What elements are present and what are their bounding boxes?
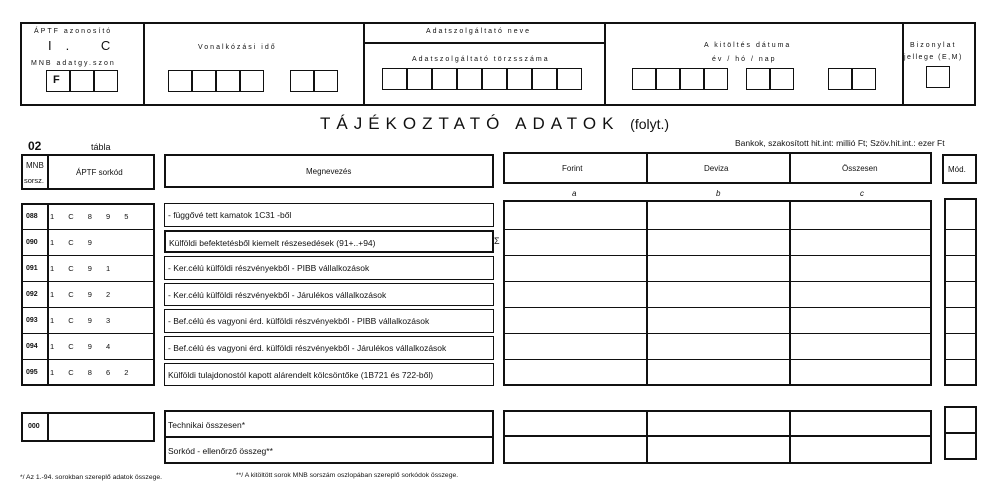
- row-osszesen-cell[interactable]: [791, 282, 930, 306]
- check-forint-cell[interactable]: [505, 438, 646, 462]
- totals-name-divider: [164, 436, 494, 438]
- report-type-value: jellege (E,M): [904, 54, 963, 61]
- row-forint-cell[interactable]: [505, 256, 646, 280]
- reg-box-1[interactable]: [382, 68, 407, 90]
- aptf-label: ÁPTF azonosító: [34, 28, 113, 35]
- row-line-id: [21, 281, 155, 282]
- row-deviza-cell[interactable]: [648, 204, 789, 228]
- row-forint-cell[interactable]: [505, 230, 646, 254]
- mod-header-label: Mód.: [948, 165, 966, 174]
- osszesen-header: Összesen: [842, 164, 878, 173]
- row-mod-cell[interactable]: [946, 334, 975, 358]
- row-forint-cell[interactable]: [505, 334, 646, 358]
- mnb-value: F: [53, 74, 60, 86]
- aptf-code: I. C: [48, 38, 125, 53]
- col-b-letter: b: [716, 189, 721, 198]
- row-mod-cell[interactable]: [946, 282, 975, 306]
- row-mod-cell[interactable]: [946, 230, 975, 254]
- barcode-box-5[interactable]: [290, 70, 314, 92]
- mnb-header: [21, 154, 49, 190]
- row-mnb-no: 095: [26, 369, 38, 376]
- row-name-text: - függővé tett kamatok 1C31 -ből: [168, 210, 292, 220]
- mnb-box-3[interactable]: [94, 70, 118, 92]
- page-title: [320, 114, 669, 134]
- totals-id-divider: [47, 412, 49, 442]
- year-box-4[interactable]: [704, 68, 728, 90]
- row-osszesen-cell[interactable]: [791, 334, 930, 358]
- totals-no: 000: [28, 423, 40, 430]
- aptf-header-label: ÁPTF sorkód: [76, 168, 123, 177]
- tech-osszesen-cell[interactable]: [791, 412, 930, 435]
- row-osszesen-cell[interactable]: [791, 360, 930, 384]
- reg-box-6[interactable]: [507, 68, 532, 90]
- row-deviza-cell[interactable]: [648, 360, 789, 384]
- row-name-cell: [164, 336, 494, 360]
- barcode-box-2[interactable]: [192, 70, 216, 92]
- barcode-box-4[interactable]: [240, 70, 264, 92]
- row-forint-cell[interactable]: [505, 282, 646, 306]
- row-line-id: [21, 229, 155, 230]
- row-mnb-no: 090: [26, 239, 38, 246]
- table-word: tábla: [91, 142, 111, 152]
- row-mnb-no: 094: [26, 343, 38, 350]
- row-name-text: - Ker.célú külföldi részvényekből - PIBB vállalkozások: [168, 263, 370, 274]
- row-deviza-cell[interactable]: [648, 282, 789, 306]
- check-sum-label: Sorkód - ellenőrző összeg**: [168, 446, 273, 456]
- check-deviza-cell[interactable]: [648, 438, 789, 462]
- mnb-header-label: MNB: [26, 161, 44, 170]
- row-forint-cell[interactable]: [505, 360, 646, 384]
- row-line-id: [21, 255, 155, 256]
- row-line-id: [21, 359, 155, 360]
- tech-forint-cell[interactable]: [505, 412, 646, 435]
- header-divider-3: [604, 22, 606, 106]
- row-name-cell: [164, 203, 494, 227]
- row-aptf-code: 1 C 9 1: [50, 264, 117, 273]
- row-mod-cell[interactable]: [946, 204, 975, 228]
- deviza-header: Deviza: [704, 164, 729, 173]
- row-deviza-cell[interactable]: [648, 256, 789, 280]
- mnb-box-2[interactable]: [70, 70, 94, 92]
- row-mod-cell[interactable]: [946, 360, 975, 384]
- barcode-box-1[interactable]: [168, 70, 192, 92]
- day-box-2[interactable]: [852, 68, 876, 90]
- date-format: év / hó / nap: [712, 56, 777, 63]
- year-box-1[interactable]: [632, 68, 656, 90]
- name-header: [164, 154, 494, 188]
- tech-deviza-cell[interactable]: [648, 412, 789, 435]
- month-box-2[interactable]: [770, 68, 794, 90]
- table-number: 02: [28, 139, 42, 153]
- row-aptf-code: 1 C 9 4: [50, 342, 117, 351]
- units-note: Bankok, szakosított hit.int: millió Ft; Szöv.hit.int.: ezer Ft: [735, 138, 945, 148]
- barcode-box-3[interactable]: [216, 70, 240, 92]
- row-aptf-code: 1 C 8 6 2: [50, 368, 135, 377]
- totals-id-block: [21, 412, 155, 442]
- row-name-cell: [164, 230, 494, 254]
- row-mod-cell[interactable]: [946, 256, 975, 280]
- year-box-3[interactable]: [680, 68, 704, 90]
- footnote-1: */ Az 1.-94. sorokban szereplő adatok összege.: [20, 474, 163, 481]
- row-name-cell: [164, 283, 494, 307]
- row-deviza-cell[interactable]: [648, 334, 789, 358]
- tech-total-label: Technikai összesen*: [168, 420, 246, 430]
- row-forint-cell[interactable]: [505, 308, 646, 332]
- reg-box-4[interactable]: [457, 68, 482, 90]
- row-mod-cell[interactable]: [946, 308, 975, 332]
- row-mnb-no: 088: [26, 213, 38, 220]
- row-mnb-no: 091: [26, 265, 38, 272]
- row-name-text: Külföldi befektetésből kiemelt részesedések (91+..+94): [169, 237, 376, 248]
- row-osszesen-cell[interactable]: [791, 256, 930, 280]
- row-name-text: - Bef.célú és vagyoni érd. külföldi részvényekből - Járulékos vállalkozások: [168, 343, 447, 353]
- row-name-text: - Ker.célú külföldi részvényekből - Járulékos vállalkozások: [168, 289, 387, 300]
- row-aptf-code: 1 C 9 2: [50, 290, 117, 299]
- month-box-1[interactable]: [746, 68, 770, 90]
- year-box-2[interactable]: [656, 68, 680, 90]
- row-mnb-no: 092: [26, 291, 38, 298]
- mod-header: [942, 154, 977, 184]
- check-osszesen-cell[interactable]: [791, 438, 930, 462]
- barcode-box-6[interactable]: [314, 70, 338, 92]
- col-c-letter: c: [860, 189, 864, 198]
- reg-box-3[interactable]: [432, 68, 457, 90]
- mnb-header-sub: sorsz.: [24, 176, 45, 185]
- report-type-box[interactable]: [926, 66, 950, 88]
- row-osszesen-cell[interactable]: [791, 204, 930, 228]
- row-name-cell: [164, 363, 494, 387]
- row-name-text: - Bef.célú és vagyoni érd. külföldi részvényekből - PIBB vállalkozások: [168, 316, 430, 327]
- provider-divider: [363, 42, 604, 44]
- row-mnb-no: 093: [26, 317, 38, 324]
- reg-box-8[interactable]: [557, 68, 582, 90]
- row-aptf-code: 1 C 9 3: [50, 316, 117, 325]
- row-line-id: [21, 333, 155, 334]
- name-header-label: Megnevezés: [306, 167, 352, 176]
- totals-values-divider: [503, 435, 932, 437]
- mnb-box[interactable]: [46, 70, 70, 92]
- report-type-label: Bizonylat: [910, 42, 957, 49]
- row-deviza-cell[interactable]: [648, 308, 789, 332]
- barcode-label: Vonalkózási idő: [198, 44, 277, 51]
- row-name-cell: [164, 309, 494, 333]
- reg-box-5[interactable]: [482, 68, 507, 90]
- header-divider-1: [143, 22, 145, 106]
- header-divider-4: [902, 22, 904, 106]
- mnb-label: MNB adatgy.szon: [31, 60, 116, 67]
- row-deviza-cell[interactable]: [648, 230, 789, 254]
- row-name-text: Külföldi tulajdonostól kapott alárendelt kölcsöntőke (1B721 és 722-ből): [168, 369, 434, 380]
- row-aptf-code: 1 C 9: [50, 238, 98, 247]
- sigma-mark: Σ: [494, 236, 500, 246]
- header-divider-2: [363, 22, 365, 106]
- provider-reg-label: Adatszolgáltató törzsszáma: [412, 56, 550, 63]
- provider-name-label: Adatszolgáltató neve: [426, 28, 531, 35]
- row-line-id: [21, 307, 155, 308]
- values-header-div1: [646, 152, 648, 184]
- reg-box-7[interactable]: [532, 68, 557, 90]
- row-aptf-code: 1 C 8 9 5: [50, 212, 135, 221]
- row-osszesen-cell[interactable]: [791, 230, 930, 254]
- fill-date-label: A kitöltés dátuma: [704, 42, 792, 49]
- reg-box-2[interactable]: [407, 68, 432, 90]
- row-name-cell: [164, 256, 494, 280]
- row-forint-cell[interactable]: [505, 204, 646, 228]
- forint-header: Forint: [562, 164, 583, 173]
- page-title-suffix: (folyt.): [630, 116, 670, 132]
- col-a-letter: a: [572, 189, 577, 198]
- day-box-1[interactable]: [828, 68, 852, 90]
- values-header-div2: [789, 152, 791, 184]
- totals-mod-divider: [944, 432, 977, 434]
- page-title-text: TÁJÉKOZTATÓ ADATOK: [320, 114, 620, 133]
- footnote-2: **/ A kitöltött sorok MNB sorszám oszlopában szereplő sorkódok összege.: [236, 472, 459, 479]
- aptf-header: [47, 154, 155, 190]
- row-osszesen-cell[interactable]: [791, 308, 930, 332]
